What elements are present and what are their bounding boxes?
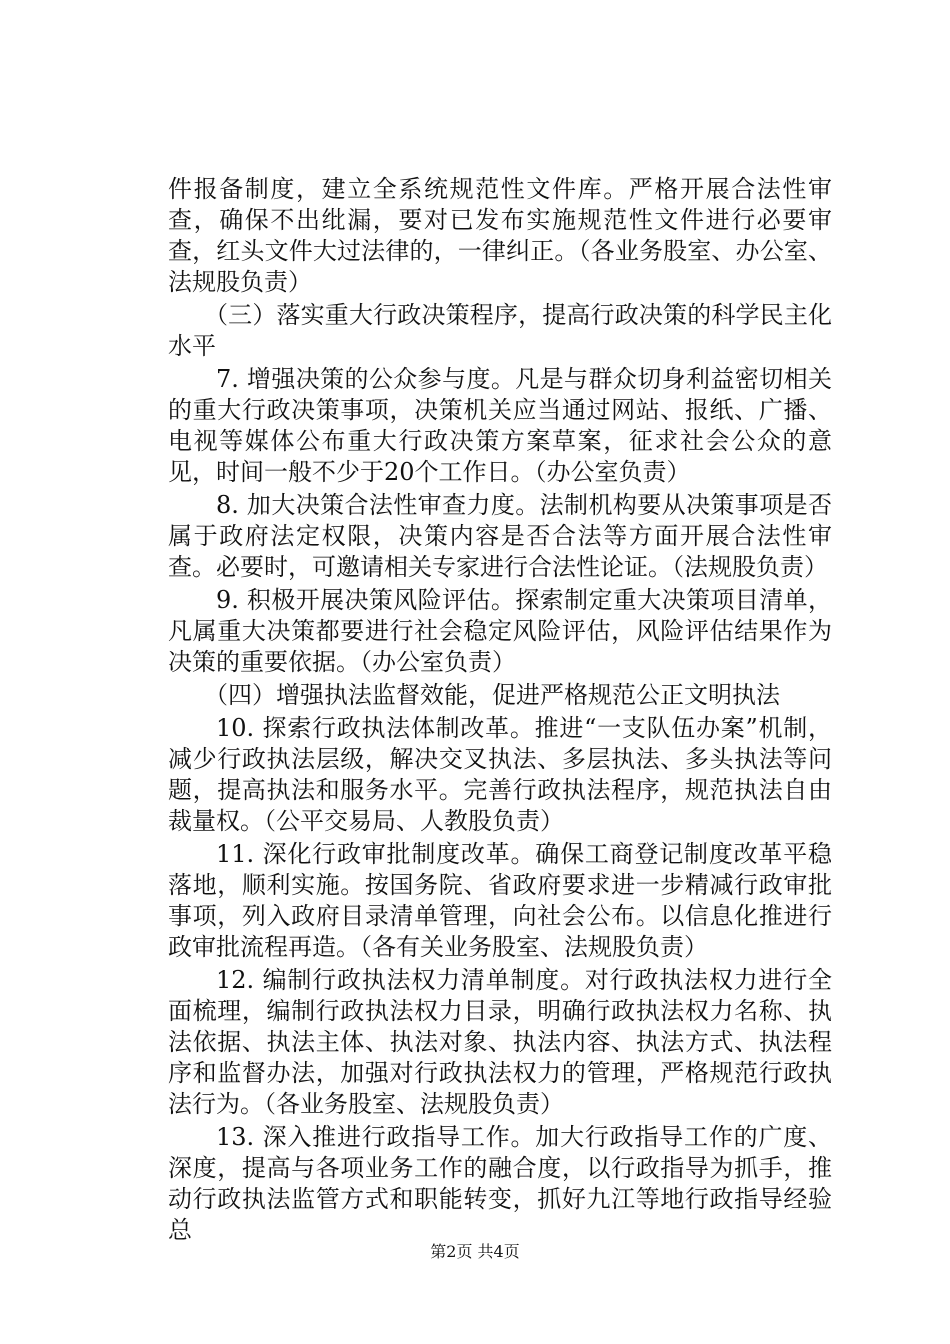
section-heading-4: （四）增强执法监督效能，促进严格规范公正文明执法	[204, 681, 780, 709]
paragraph-item-11: 11. 深化行政审批制度改革。确保工商登记制度改革平稳落地，顺利实施。按国务院、省政府要求进一步精减行政审批事项，列入政府目录清单管理，向社会公布。以信息化推进行政审批流程再造。（各有关业务股室、法规股负责）	[168, 840, 832, 961]
section-heading-3: （三）落实重大行政决策程序，提高行政决策的科学民主化水平	[168, 301, 832, 360]
page-footer: 第2页 共4页	[430, 1242, 520, 1261]
paragraph-item-10: 10. 探索行政执法体制改革。推进“一支队伍办案”机制，减少行政执法层级，解决交叉执法、多层执法、多头执法等问题，提高执法和服务水平。完善行政执法程序，规范执法自由裁量权。（公平交易局、人教股负责）	[168, 714, 832, 835]
paragraph-item-7: 7. 增强决策的公众参与度。凡是与群众切身利益密切相关的重大行政决策事项，决策机关应当通过网站、报纸、广播、电视等媒体公布重大行政决策方案草案，征求社会公众的意见，时间一般不少于20个工作日。（办公室负责）	[168, 365, 832, 486]
paragraph-item-12: 12. 编制行政执法权力清单制度。对行政执法权力进行全面梳理，编制行政执法权力目录，明确行政执法权力名称、执法依据、执法主体、执法对象、执法内容、执法方式、执法程序和监督办法，加强对行政执法权力的管理，严格规范行政执法行为。（各业务股室、法规股负责）	[168, 966, 832, 1118]
paragraph-item-8: 8. 加大决策合法性审查力度。法制机构要从决策事项是否属于政府法定权限，决策内容是否合法等方面开展合法性审查。必要时，可邀请相关专家进行合法性论证。（法规股负责）	[168, 491, 832, 581]
paragraph-item-9: 9. 积极开展决策风险评估。探索制定重大决策项目清单，凡属重大决策都要进行社会稳定风险评估，风险评估结果作为决策的重要依据。（办公室负责）	[168, 586, 832, 676]
paragraph-item-13: 13. 深入推进行政指导工作。加大行政指导工作的广度、深度，提高与各项业务工作的融合度，以行政指导为抓手，推动行政执法监管方式和职能转变，抓好九江等地行政指导经验总	[168, 1123, 832, 1244]
paragraph-continuation: 件报备制度，建立全系统规范性文件库。严格开展合法性审查，确保不出纰漏，要对已发布实施规范性文件进行必要审查，红头文件大过法律的，一律纠正。（各业务股室、办公室、法规股负责）	[168, 175, 832, 296]
document-body	[168, 174, 832, 1248]
